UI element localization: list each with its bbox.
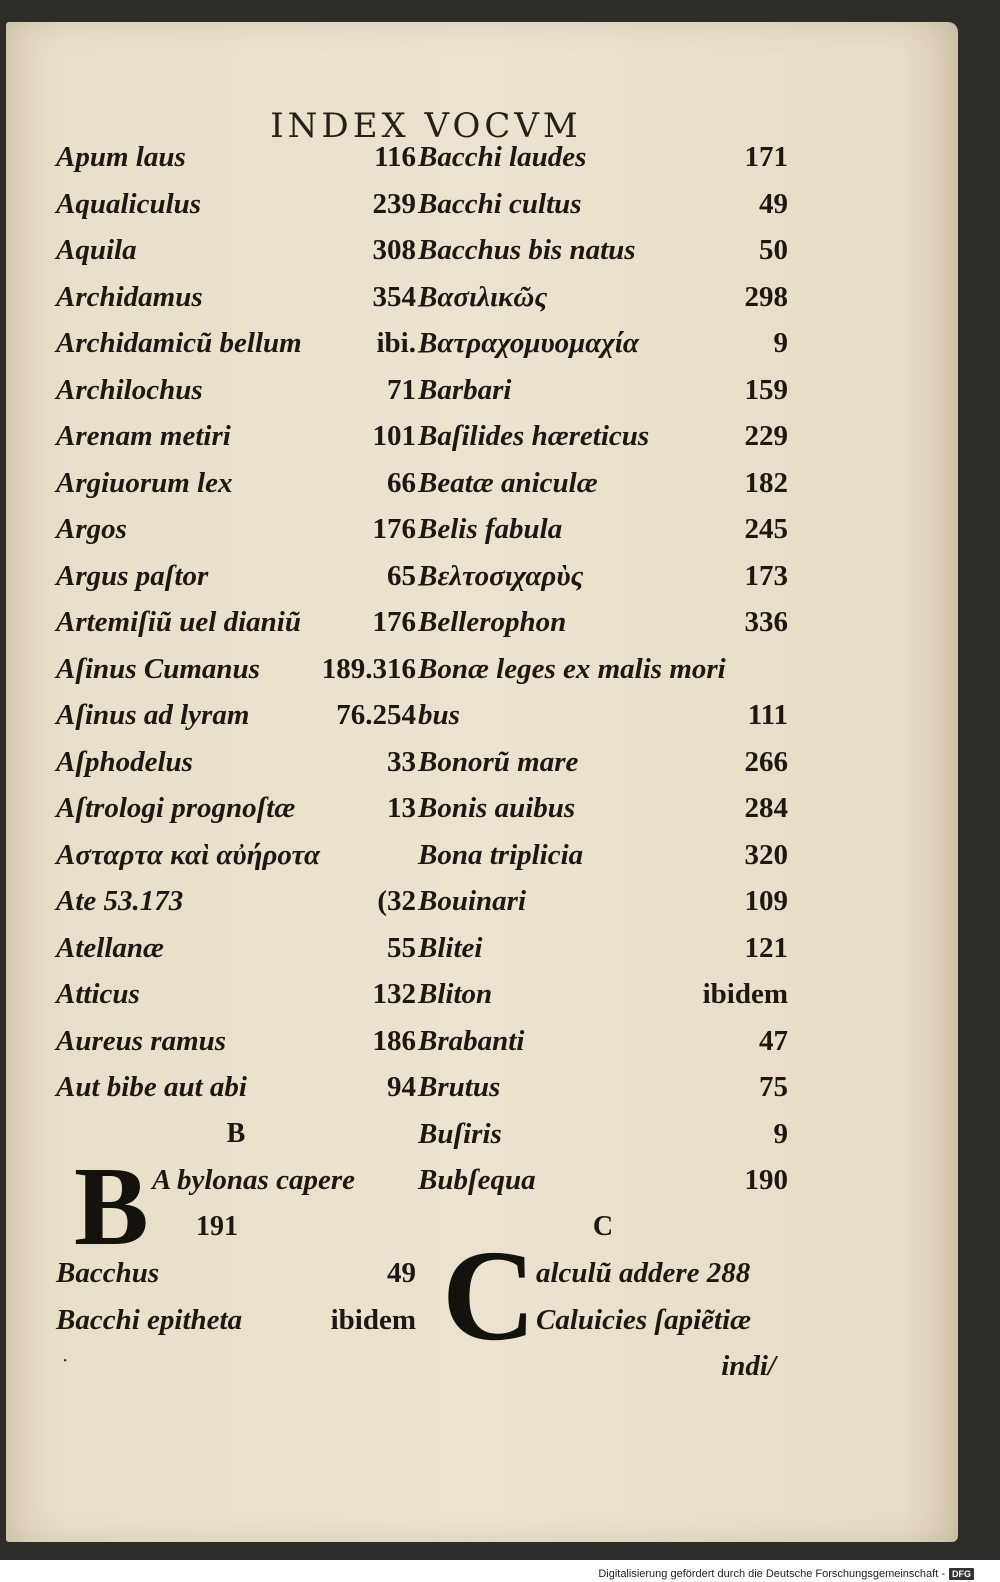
entry-term: Caluicies ſapiẽtiæ (536, 1303, 752, 1336)
index-entry (418, 413, 788, 460)
index-entry (418, 1111, 788, 1158)
page-header: INDEX VOCVM (270, 106, 582, 146)
entry-term: Argos (56, 513, 127, 545)
index-entry (418, 692, 788, 739)
entry-page-number: 116 (374, 141, 416, 173)
entry-term: Archidamus (56, 280, 203, 313)
entry-term: Bacchi epitheta (56, 1303, 243, 1336)
index-entry (418, 878, 788, 925)
entry-term: Aſinus ad lyram (56, 699, 250, 731)
index-entry (418, 1157, 788, 1204)
entry-page-number: 182 (744, 466, 788, 499)
entry-page-number: 159 (744, 373, 788, 406)
entry-page-number: 9 (773, 1117, 788, 1150)
index-entry (56, 925, 416, 972)
index-entry (418, 553, 788, 600)
entry-page-number: 76.254 (336, 699, 416, 731)
entry-term: Ασταρτα καὶ αὐήροτα (56, 838, 321, 871)
dropcap-letter: B (74, 1145, 149, 1269)
entry-page-number: 49 (759, 187, 788, 220)
entry-term: Aquila (56, 234, 137, 266)
entry-page-number: 33 (387, 745, 416, 778)
entry-term: Bacchus bis natus (418, 234, 636, 266)
index-entry (56, 1018, 416, 1065)
index-entry (56, 181, 416, 228)
entry-page-number: 354 (372, 280, 416, 313)
entry-term: Bubſequa (418, 1164, 536, 1196)
index-entry (418, 925, 788, 972)
entry-term: Βελτοσιχαρὺς (418, 559, 584, 592)
index-entry (56, 1250, 416, 1297)
index-entry (56, 646, 416, 693)
entry-term: Belis fabula (418, 513, 563, 545)
catchword-mark: · (62, 1348, 69, 1372)
entry-page-number: 229 (744, 420, 788, 452)
entry-term: alculũ addere 288 (536, 1257, 751, 1289)
index-entry (56, 1064, 416, 1111)
entry-term: Atellanæ (56, 931, 164, 964)
entry-page-number: 109 (744, 885, 788, 917)
index-entry (418, 367, 788, 414)
entry-term: Bellerophon (418, 606, 567, 638)
entry-page-number: 47 (759, 1024, 788, 1057)
entry-term: Aſtrologi prognoſtæ (56, 792, 296, 824)
entry-page-number: 171 (744, 141, 788, 173)
index-entry (56, 413, 416, 460)
index-entry (418, 134, 788, 181)
entry-page-number: (32 (377, 885, 416, 917)
entry-page-number: 189.316 (321, 652, 416, 685)
entry-term: Bonis auibus (418, 792, 576, 824)
index-entry (56, 227, 416, 274)
entry-page-number: 320 (744, 838, 788, 871)
dropcap-entry (418, 1224, 788, 1390)
entry-page-number: 71 (387, 373, 416, 406)
entry-term: Bacchi cultus (418, 187, 582, 220)
entry-page-number: 66 (387, 466, 416, 499)
entry-page-number: 336 (744, 606, 788, 638)
index-entry (418, 599, 788, 646)
entry-page-number: 121 (744, 931, 788, 964)
entry-term: Archidamicũ bellum (56, 327, 302, 359)
entry-term: Apum laus (56, 141, 186, 173)
index-entry (56, 599, 416, 646)
entry-page-number: 176 (372, 606, 416, 638)
entry-page-number: 308 (372, 234, 416, 266)
entry-term: Brutus (418, 1071, 501, 1103)
index-entry (418, 646, 788, 693)
index-entry (56, 134, 416, 181)
entry-page-number: ibidem (702, 978, 788, 1010)
index-entry (56, 460, 416, 507)
section-letter: B (226, 1117, 246, 1149)
entry-term: Bonorũ mare (418, 745, 579, 778)
index-entry (56, 971, 416, 1018)
entry-term: Brabanti (418, 1024, 525, 1057)
entry-page-number: ibidem (330, 1303, 416, 1336)
index-entry (418, 785, 788, 832)
entry-page-number: 111 (747, 699, 788, 731)
entry-term: Bouinari (418, 885, 526, 917)
entry-term: A bylonas capere (152, 1164, 355, 1196)
index-entry (56, 832, 416, 879)
entry-term: Baſilides hæreticus (418, 420, 650, 452)
entry-term: Archilochus (56, 373, 203, 406)
entry-term: Argiuorum lex (56, 466, 233, 499)
entry-term: Aſinus Cumanus (56, 652, 260, 685)
dropcap-entry (56, 1145, 416, 1269)
index-entry (418, 971, 788, 1018)
index-entry (418, 1018, 788, 1065)
entry-page-number: 94 (387, 1071, 416, 1103)
entry-page-number: 190 (744, 1164, 788, 1196)
entry-page-number: 298 (744, 280, 788, 313)
entry-term: Artemiſiũ uel dianiũ (56, 606, 301, 638)
entry-term: Aſphodelus (56, 745, 193, 778)
index-entry (418, 832, 788, 879)
entry-page-number: 55 (387, 931, 416, 964)
entry-page-number: ibi. (376, 327, 416, 359)
right-index-column (418, 134, 788, 1390)
index-entry (418, 181, 788, 228)
entry-page-number: 245 (744, 513, 788, 545)
index-entry (56, 692, 416, 739)
entry-term: Bacchus (56, 1257, 160, 1289)
entry-page-number: 13 (387, 792, 416, 824)
dropcap-letter: C (442, 1224, 536, 1368)
entry-term: Atticus (56, 978, 140, 1010)
entry-page-number: 50 (759, 234, 788, 266)
entry-term: Arenam metiri (56, 420, 231, 452)
entry-term: Blitei (418, 931, 483, 964)
entry-page-number: 239 (372, 187, 416, 220)
index-entry (418, 460, 788, 507)
index-entry (418, 227, 788, 274)
entry-term: Bliton (418, 978, 493, 1010)
entry-page-number: 284 (744, 792, 788, 824)
entry-page-number: 49 (387, 1257, 416, 1289)
entry-page-number: 9 (773, 327, 788, 359)
entry-term: Bonæ leges ex malis mori (418, 652, 726, 685)
index-entry (56, 785, 416, 832)
entry-term: Βατραχομυομαχία (418, 327, 639, 359)
index-entry (56, 878, 416, 925)
entry-page-number: 191 (196, 1210, 238, 1242)
entry-term: Βασιλικῶς (418, 280, 548, 313)
entry-page-number: 186 (372, 1024, 416, 1057)
entry-term: Ate 53.173 (56, 885, 184, 917)
digitization-footer (598, 1568, 974, 1580)
dfg-logo: DFG (949, 1568, 974, 1580)
entry-page-number: 266 (744, 745, 788, 778)
index-entry (56, 367, 416, 414)
entry-term: Aut bibe aut abi (56, 1071, 247, 1103)
entry-page-number: 173 (744, 559, 788, 592)
index-entry (418, 320, 788, 367)
index-entry (56, 1297, 416, 1344)
entry-term: Aqualiculus (56, 187, 202, 220)
entry-page-number: 65 (387, 559, 416, 592)
entry-page-number: 101 (372, 420, 416, 452)
entry-term: Barbari (418, 373, 512, 406)
entry-page-number: 132 (372, 978, 416, 1010)
entry-term: Bacchi laudes (418, 141, 587, 173)
footer-text: Digitalisierung gefördert durch die Deutsche Forschungsgemeinschaft - (598, 1568, 945, 1580)
index-entry (418, 274, 788, 321)
index-entry (418, 1064, 788, 1111)
index-entry (56, 506, 416, 553)
index-entry (56, 320, 416, 367)
entry-term: Beatæ aniculæ (418, 466, 598, 499)
index-entry (418, 506, 788, 553)
entry-term: Buſiris (418, 1117, 502, 1150)
index-entry (418, 739, 788, 786)
index-entry (56, 553, 416, 600)
entry-term: bus (418, 699, 460, 731)
entry-page-number: 75 (759, 1071, 788, 1103)
entry-term: Aureus ramus (56, 1024, 227, 1057)
entry-term: indi/ (721, 1350, 776, 1382)
entry-page-number: 176 (372, 513, 416, 545)
index-entry (56, 739, 416, 786)
entry-term: Argus paſtor (56, 559, 209, 592)
section-letter: C (592, 1210, 614, 1242)
left-index-column (56, 134, 416, 1343)
index-entry (56, 274, 416, 321)
entry-term: Bona triplicia (418, 838, 584, 871)
